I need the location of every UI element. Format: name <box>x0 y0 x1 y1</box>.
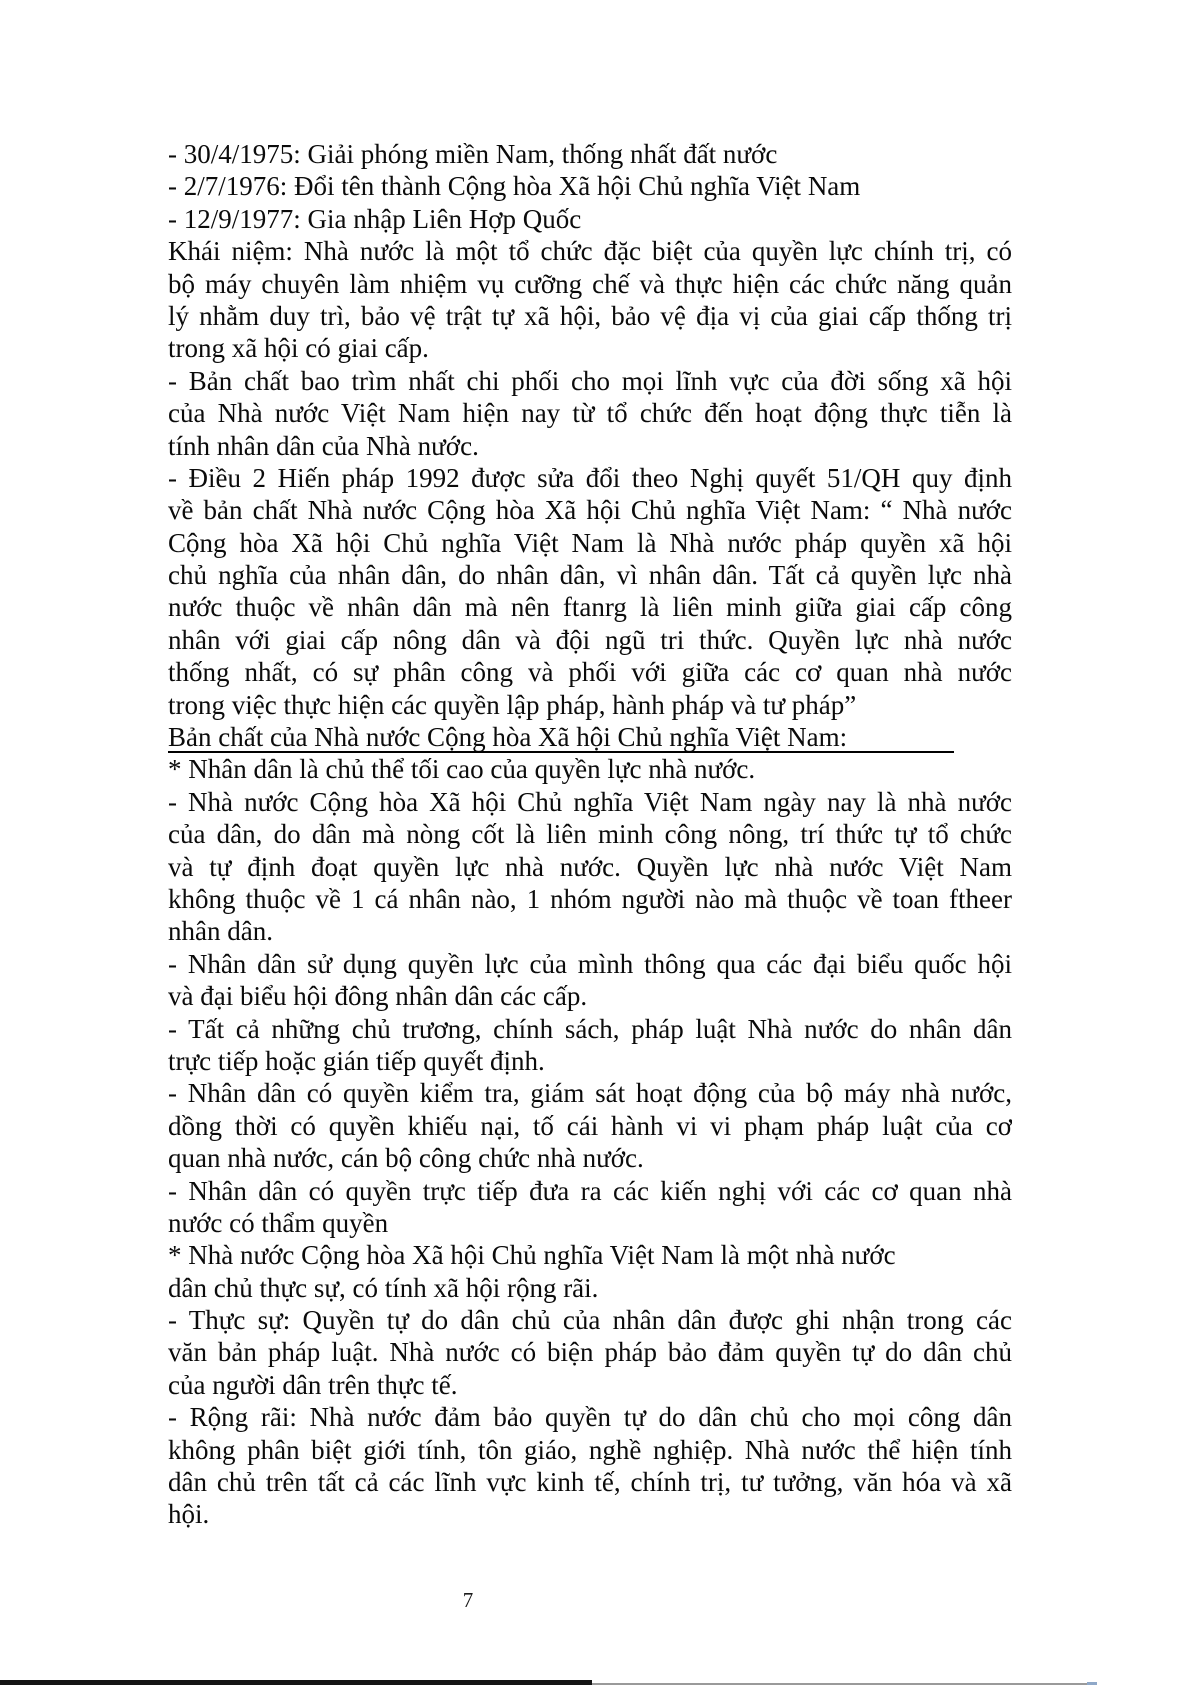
paragraph-quyen-kiem-tra <box>168 1077 1012 1174</box>
text-line: - Nhân dân có quyền kiểm tra, giám sát hoạt động của bộ máy nhà nước, <box>168 1078 1012 1109</box>
text-line: - Tất cả những chủ trương, chính sách, pháp luật Nhà nước do nhân dân <box>168 1013 1012 1044</box>
text-line: - 12/9/1977: Gia nhập Liên Hợp Quốc <box>168 203 582 234</box>
text-line: nước thuộc về nhân dân mà nên ftanrg là liên minh giữa giai cấp công <box>168 592 1012 623</box>
text-line: - Điều 2 Hiến pháp 1992 được sửa đổi theo Nghị quyết 51/QH quy định <box>168 462 1012 493</box>
bottom-edge-strip <box>0 1678 1191 1685</box>
text-line: trong việc thực hiện các quyền lập pháp, hành pháp và tư pháp” <box>168 689 857 720</box>
paragraph-nha-nuoc-dan-chu <box>168 1239 1012 1304</box>
paragraph-khai-niem <box>168 235 1012 365</box>
text-line: - Nhà nước Cộng hòa Xã hội Chủ nghĩa Việt Nam ngày nay là nhà nước <box>168 786 1012 817</box>
paragraph-ban-chat-bao-trum <box>168 365 1012 462</box>
paragraph-dieu-2-hien-phap <box>168 462 1012 721</box>
paragraph-chu-truong-chinh-sach <box>168 1013 1012 1078</box>
text-line: thống nhất, có sự phân công và phối với giữa các cơ quan nhà nước <box>168 657 1012 688</box>
text-line: trực tiếp hoặc gián tiếp quyết định. <box>168 1045 545 1076</box>
text-line: văn bản pháp luật. Nhà nước có biện pháp bảo đảm quyền tự do dân chủ <box>168 1337 1012 1368</box>
text-line: tính nhân dân của Nhà nước. <box>168 430 479 461</box>
horizontal-scrollbar-thumb[interactable] <box>0 1680 592 1685</box>
text-line: nhân với giai cấp nông dân và đội ngũ tri thức. Quyền lực nhà nước <box>168 624 1012 655</box>
paragraph-nhan-dan-su-dung <box>168 948 1012 1013</box>
text-line: - Bản chất bao trìm nhất chi phối cho mọi lĩnh vực của đời sống xã hội <box>168 365 1012 396</box>
text-line: về bản chất Nhà nước Cộng hòa Xã hội Chủ nghĩa Việt Nam: “ Nhà nước <box>168 495 1012 526</box>
paragraph-nha-nuoc-cua-dan <box>168 786 1012 948</box>
paragraph-heading-ban-chat <box>168 721 1012 753</box>
text-line: Cộng hòa Xã hội Chủ nghĩa Việt Nam là Nhà nước pháp quyền xã hội <box>168 527 1012 558</box>
text-line: và tự định đoạt quyền lực nhà nước. Quyền lực nhà nước Việt Nam <box>168 851 1012 882</box>
text-line: lý nhằm duy trì, bảo vệ trật tự xã hội, bảo vệ địa vị của giai cấp thống trị <box>168 300 1012 331</box>
text-line: chủ nghĩa của nhân dân, do nhân dân, vì nhân dân. Tất cả quyền lực nhà <box>168 560 1012 591</box>
text-line: * Nhà nước Cộng hòa Xã hội Chủ nghĩa Việt Nam là một nhà nước <box>168 1240 896 1271</box>
text-line: Khái niệm: Nhà nước là một tổ chức đặc biệt của quyền lực chính trị, có <box>168 236 1012 267</box>
text-line: quan nhà nước, cán bộ công chức nhà nước. <box>168 1143 644 1174</box>
paragraph-quyen-kien-nghi <box>168 1175 1012 1240</box>
text-line: dân chủ thực sự, có tính xã hội rộng rãi. <box>168 1272 599 1303</box>
paragraph-milestone-1975 <box>168 138 1012 170</box>
paragraph-nhan-dan-chu-the <box>168 753 1012 785</box>
text-line: không phân biệt giới tính, tôn giáo, nghề nghiệp. Nhà nước thể hiện tính <box>168 1434 1012 1465</box>
text-line: hội. <box>168 1499 210 1530</box>
text-line: - Nhân dân sử dụng quyền lực của mình thông qua các đại biểu quốc hội <box>168 948 1012 979</box>
text-line: - Thực sự: Quyền tự do dân chủ của nhân dân được ghi nhận trong các <box>168 1305 1012 1336</box>
text-line: dồng thời có quyền khiếu nại, tố cái hành vi vi phạm pháp luật của cơ <box>168 1110 1012 1141</box>
text-line: - 2/7/1976: Đổi tên thành Cộng hòa Xã hội Chủ nghĩa Việt Nam <box>168 171 861 202</box>
text-line: nước có thẩm quyền <box>168 1207 389 1238</box>
text-line: trong xã hội có giai cấp. <box>168 333 429 364</box>
paragraph-milestone-1977 <box>168 203 1012 235</box>
text-line: nhân dân. <box>168 916 273 947</box>
text-line: không thuộc về 1 cá nhân nào, 1 nhóm người nào mà thuộc về toan ftheer <box>168 883 1012 914</box>
text-line: - 30/4/1975: Giải phóng miền Nam, thống nhất đất nước <box>168 139 778 169</box>
page-number: 7 <box>462 1588 474 1612</box>
paragraph-rong-rai <box>168 1401 1012 1531</box>
text-line: của Nhà nước Việt Nam hiện nay từ tổ chức đến hoạt động thực tiễn là <box>168 398 1012 429</box>
text-line: của dân, do dân mà nòng cốt là liên minh công nông, trí thức tự tổ chức <box>168 819 1012 850</box>
heading-line: Bản chất của Nhà nước Cộng hòa Xã hội Chủ nghĩa Việt Nam: <box>168 721 954 753</box>
text-line: * Nhân dân là chủ thể tối cao của quyền lực nhà nước. <box>168 754 756 785</box>
text-line: - Rộng rãi: Nhà nước đảm bảo quyền tự do dân chủ cho mọi công dân <box>168 1402 1012 1433</box>
text-line: - Nhân dân có quyền trực tiếp đưa ra các kiến nghị với các cơ quan nhà <box>168 1175 1012 1206</box>
paragraph-milestone-1976 <box>168 170 1012 202</box>
text-line: và đại biểu hội đông nhân dân các cấp. <box>168 981 588 1012</box>
text-block <box>168 138 1012 1531</box>
text-line: bộ máy chuyên làm nhiệm vụ cưỡng chế và thực hiện các chức năng quản <box>168 268 1012 299</box>
paragraph-thuc-su <box>168 1304 1012 1401</box>
text-line: của người dân trên thực tế. <box>168 1369 458 1400</box>
text-line: dân chủ trên tất cả các lĩnh vực kinh tế, chính trị, tư tưởng, văn hóa và xã <box>168 1467 1012 1498</box>
